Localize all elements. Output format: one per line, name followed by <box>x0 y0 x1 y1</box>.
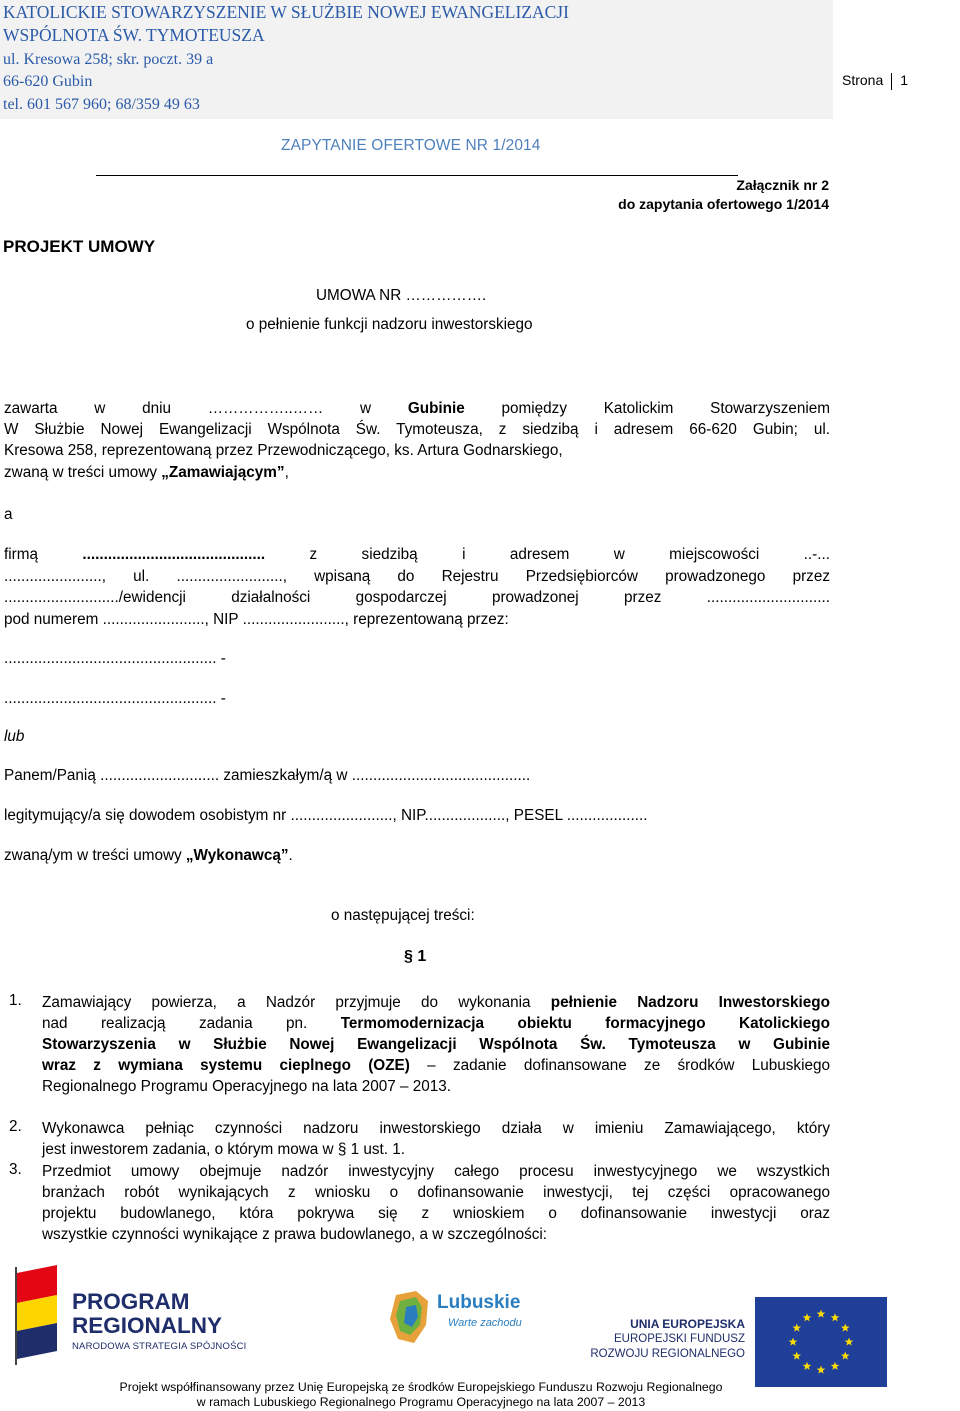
intro-line-2: W Służbie Nowej Ewangelizacji Wspólnota Św. Tymoteusza, z siedzibą i adresem 66-620 Gubin; ul. <box>4 421 830 438</box>
intro-line-4 <box>4 462 830 484</box>
following-content: o następującej treści: <box>331 907 475 924</box>
org-address-city: 66-620 Gubin <box>3 73 93 90</box>
page-separator <box>891 73 892 90</box>
attachment-line-1: Załącznik nr 2 <box>736 177 829 193</box>
firm-line-2: ......................., ul. ........................., wpisaną do Rejestru Przedsiębiorców prowadzonego przez <box>4 568 830 585</box>
intro-named: zwaną w treści umowy <box>4 464 162 481</box>
task-name: Termomodernizacja obiektu formacyjnego Katolickiego <box>340 1015 830 1032</box>
item-1-line-4 <box>42 1055 830 1076</box>
intro-in: w <box>360 400 372 417</box>
representative-2: .................................................. - <box>4 690 226 707</box>
org-address-street: ul. Kresowa 258; skr. poczt. 39 a <box>3 51 214 68</box>
person-line-2: legitymujący/a się dowodem osobistym nr ........................, NIP..................., PESEL ................... <box>4 807 648 824</box>
firm-seat: z siedzibą i adresem w miejscowości ..-... <box>309 546 831 563</box>
item-number: 1. <box>9 992 22 1009</box>
contractor-term: „Wykonawcą” <box>185 847 289 864</box>
item-number: 3. <box>9 1161 22 1178</box>
program-subtitle: NARODOWA STRATEGIA SPÓJNOŚCI <box>72 1341 247 1352</box>
firm-label: firmą <box>4 546 38 563</box>
org-phone: tel. 601 567 960; 68/359 49 63 <box>3 96 200 113</box>
item-1-line-3: Stowarzyszenia w Służbie Nowej Ewangelizacji Wspólnota Św. Tymoteusza w Gubinie <box>42 1036 830 1053</box>
contract-subtitle: o pełnienie funkcji nadzoru inwestorskiego <box>246 316 533 333</box>
program-regional-flag-icon <box>13 1265 61 1365</box>
intro-between: pomiędzy Katolickim Stowarzyszeniem <box>501 400 831 417</box>
page-number <box>842 72 908 90</box>
item-2-line-1: Wykonawca pełniąc czynności nadzoru inwestorskiego działa w imieniu Zamawiającego, który <box>42 1120 830 1137</box>
footer-logos <box>0 1265 960 1375</box>
item-1-text: nad realizacją zadania pn. <box>42 1015 341 1032</box>
person-named: zwaną/ym w treści umowy <box>4 847 186 864</box>
org-name-line-1: KATOLICKIE STOWARZYSZENIE W SŁUŻBIE NOWEJ EWANGELIZACJI <box>3 2 569 22</box>
eu-flag-icon <box>755 1297 887 1387</box>
intro-date: zawarta w dniu ……………..…… <box>4 400 324 417</box>
intro-city: Gubinie <box>407 400 465 417</box>
person-line-3 <box>4 845 830 867</box>
cofinancing-note <box>96 1380 746 1410</box>
eu-line-1: UNIA EUROPEJSKA <box>630 1317 745 1331</box>
page-label: Strona <box>842 72 884 88</box>
program-logo-text <box>72 1290 222 1338</box>
page-value: 1 <box>900 72 909 88</box>
item-1-line-5: Regionalnego Programu Operacyjnego na lata 2007 – 2013. <box>42 1078 452 1095</box>
section-heading: § 1 <box>404 948 427 965</box>
firm-line-3: .........................../ewidencji działalności gospodarczej prowadzonej przez ............................. <box>4 589 830 606</box>
representative-1: .................................................. - <box>4 650 226 667</box>
item-3-line-3: projektu budowlanego, która pokrywa się z wnioskiem o dofinansowanie inwestycji oraz <box>42 1205 830 1222</box>
item-2-line-2: jest inwestorem zadania, o którym mowa w § 1 ust. 1. <box>42 1141 406 1158</box>
intro-comma: , <box>284 464 289 481</box>
eu-line-3: ROZWOJU REGIONALNEGO <box>590 1348 745 1360</box>
divider <box>96 175 738 176</box>
firm-line-4: pod numerem ........................, NIP ........................, reprezentowaną przez: <box>4 611 509 628</box>
ordering-party-term: „Zamawiającym” <box>161 464 285 481</box>
item-1-text: – zadanie dofinansowane ze środków Lubuskiego <box>409 1057 830 1074</box>
conjunction-a: a <box>4 506 13 523</box>
program-line-1: PROGRAM <box>72 1289 190 1314</box>
person-line-1: Panem/Panią ............................ zamieszkałym/ą w .......................................... <box>4 767 531 784</box>
conjunction-or: lub <box>4 728 25 745</box>
org-name-line-2: WSPÓLNOTA ŚW. TYMOTEUSZA <box>3 25 265 45</box>
item-1-line-2 <box>42 1013 830 1034</box>
item-1-line-1 <box>42 992 830 1013</box>
lubuskie-slogan: Warte zachodu <box>448 1317 522 1329</box>
document-heading: PROJEKT UMOWY <box>3 237 156 256</box>
intro-line-1 <box>4 398 830 420</box>
person-period: . <box>288 847 293 864</box>
firm-name-blank: ........................................... <box>82 546 266 563</box>
attachment-line-2: do zapytania ofertowego 1/2014 <box>618 196 829 212</box>
item-3-line-1: Przedmiot umowy obejmuje nadzór inwestycyjny całego procesu inwestycyjnego we wszystkich <box>42 1163 830 1180</box>
intro-line-3: Kresowa 258, reprezentowaną przez Przewodniczącego, ks. Artura Godnarskiego, <box>4 442 563 459</box>
cofinancing-line-1: Projekt współfinansowany przez Unię Europejską ze środków Europejskiego Funduszu Rozwoju Regionalnego <box>119 1380 723 1394</box>
lubuskie-text: Lubuskie <box>437 1292 521 1313</box>
eu-text <box>590 1317 745 1362</box>
eu-line-2: EUROPEJSKI FUNDUSZ <box>614 1333 745 1345</box>
program-line-2: REGIONALNY <box>72 1313 223 1338</box>
item-1-text: Zamawiający powierza, a Nadzór przyjmuje do wykonania <box>42 994 551 1011</box>
contract-title: UMOWA NR ……………. <box>316 287 487 304</box>
item-number: 2. <box>9 1118 22 1135</box>
item-3-line-2: branżach robót wynikających z wniosku o dofinansowanie inwestycji, tej części opracowanego <box>42 1184 830 1201</box>
firm-line-1 <box>4 544 830 566</box>
cofinancing-line-2: w ramach Lubuskiego Regionalnego Programu Operacyjnego na lata 2007 – 2013 <box>196 1395 646 1409</box>
inquiry-title: ZAPYTANIE OFERTOWE NR 1/2014 <box>281 137 541 154</box>
task-name-end: wraz z wymiana systemu cieplnego (OZE) <box>42 1057 410 1074</box>
item-3-line-4: wszystkie czynności wynikające z prawa budowlanego, a w szczególności: <box>42 1226 548 1243</box>
item-1-bold: pełnienie Nadzoru Inwestorskiego <box>550 994 830 1011</box>
